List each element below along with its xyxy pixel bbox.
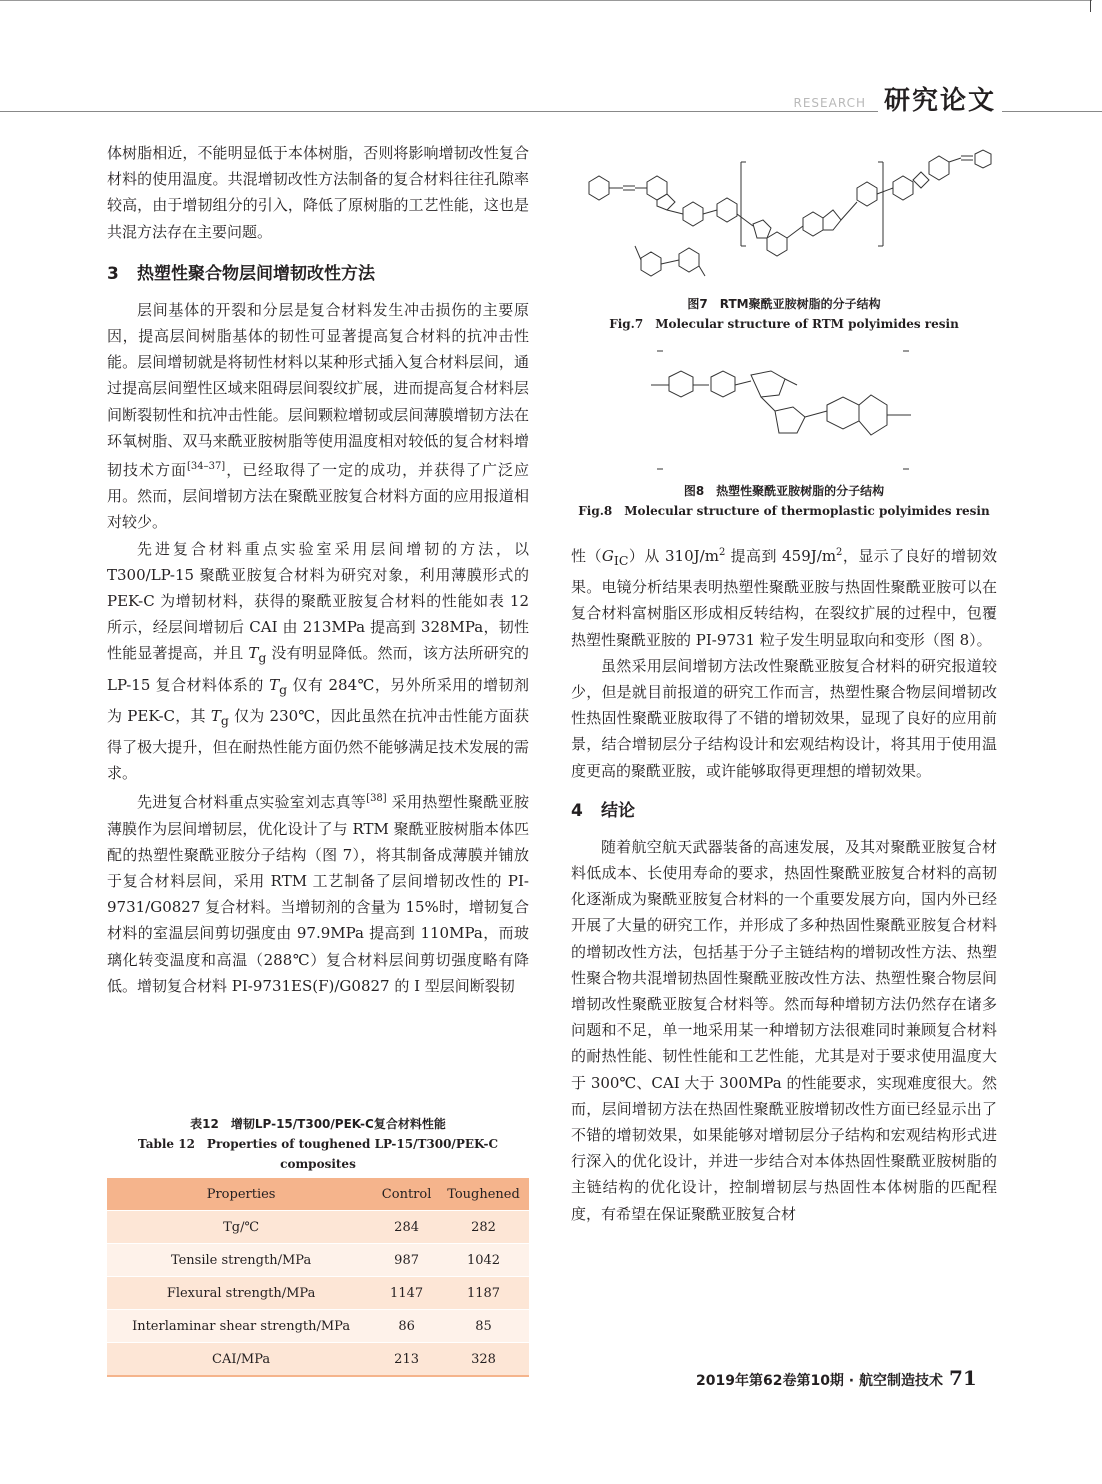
page-footer [696, 1366, 977, 1390]
figure-7 [571, 140, 997, 334]
left-column [107, 140, 529, 999]
table-cell: 987 [394, 1252, 419, 1268]
table-cell: Tg/℃ [223, 1219, 260, 1235]
table-12-caption-en: Table 12 Properties of toughened LP-15/T300/PEK-C composites [137, 1137, 499, 1171]
figure-8-caption-cn: 图8 热塑性聚酰亚胺树脂的分子结构 [683, 484, 885, 498]
figure-8-caption-en: Fig.8 Molecular structure of thermoplastic polyimides resin [578, 504, 990, 518]
paragraph-4: 先进复合材料重点实验室刘志真等[38] 采用热塑性聚酰亚胺薄膜作为层间增韧层，优化设计了与 RTM 聚酰亚胺树脂本体匹配的热塑性聚酰亚胺分子结构（图 7），将其制备成薄膜并铺放于复合材料层间，采用 RTM 工艺制备了层间增韧改性的 PI-9731/G0827 复合材料。当增韧剂的含量为 15%时，增韧复合材料的室温层间剪切强度由 97.9MPa 提高到 110MPa，而玻璃化转变温度和高温（288℃）复合材料层间剪切强度略有降低。增韧复合材料 PI-9731ES(F)/G0827 的 I 型层间断裂韧 [107, 793, 529, 995]
table-cell: 1147 [390, 1285, 424, 1301]
table-row [107, 1310, 529, 1343]
table-cell: 213 [394, 1351, 419, 1367]
figure-7-caption-en: Fig.7 Molecular structure of RTM polyimides resin [609, 317, 959, 331]
table-cell: 1187 [466, 1285, 501, 1301]
paragraph-6: 虽然采用层间增韧方法改性聚酰亚胺复合材料的研究报道较少，但是就目前报道的研究工作而言，热塑性聚合物层间增韧改性热固性聚酰亚胺取得了不错的增韧效果，显现了良好的应用前景，结合增韧层分子结构设计和宏观结构设计，将其用于使用温度更高的聚酰亚胺，或许能够取得更理想的增韧效果。 [571, 656, 997, 780]
table-cell: Interlaminar shear strength/MPa [132, 1318, 351, 1334]
table-cell: 1042 [466, 1252, 501, 1268]
page-number: 71 [949, 1366, 977, 1390]
section-3-number: 3 [107, 263, 119, 284]
section-4-heading [571, 788, 997, 834]
citation-38: [38] [366, 793, 387, 805]
paragraph-3: 先进复合材料重点实验室采用层间增韧的方法，以 T300/LP-15 聚酰亚胺复合材料为研究对象，利用薄膜形式的 PEK-C 为增韧材料，获得的聚酰亚胺复合材料的性能如表 12 所示，经层间增韧后 CAI 由 213MPa 提高到 328MPa，韧性性能显著提高，并且 $T_g$ 没有明显降低。然而，该方法所研究的 LP-15 复合材料体系的 $T_g$ 仅有 284℃，另外所采用的增韧剂为 PEK-C，其 $T_g$ 仅为 230℃，因此虽然在抗冲击性能方面获得了极大提升，但在耐热性能方面仍然不能够满足技术发展的需求。 [107, 539, 529, 783]
table-cell: 86 [398, 1318, 415, 1334]
column-header: Control [381, 1186, 432, 1202]
paragraph-2: 层间基体的开裂和分层是复合材料发生冲击损伤的主要原因，提高层间树脂基体的韧性可显著提高复合材料的抗冲击性能。层间增韧就是将韧性材料以某种形式插入复合材料层间，通过提高层间塑性区域来阻碍层间裂纹扩展，进而提高复合材料层间断裂韧性和抗冲击性能。层间颗粒增韧或层间薄膜增韧方法在环氧树脂、双马来酰亚胺树脂等使用温度相对较低的复合材料增韧技术方面[34–37]，已经取得了一定的成功，并获得了广泛应用。然而，层间增韧方法在聚酰亚胺复合材料方面的应用报道相对较少。 [107, 300, 529, 532]
section-3-heading [107, 251, 529, 297]
table-row [107, 1277, 529, 1310]
properties-table [107, 1178, 529, 1377]
column-header: Properties [206, 1186, 276, 1202]
paragraph-1: 体树脂相近，不能明显低于本体树脂，否则将影响增韧改性复合材料的使用温度。共混增韧改性方法制备的复合材料往往孔隙率较高，由于增韧组分的引入，降低了原树脂的工艺性能，这也是共混方法存在主要问题。 [107, 144, 529, 241]
figure-7-structure [571, 140, 997, 290]
journal-issue: 2019年第62卷第10期 · 航空制造技术 [696, 1373, 943, 1389]
table-cell: 328 [471, 1351, 496, 1367]
table-row [107, 1244, 529, 1277]
table-12-caption-cn: 表12 增韧LP-15/T300/PEK-C复合材料性能 [190, 1117, 446, 1131]
header-section-title: 研究论文 [878, 80, 1002, 117]
figure-7-caption-cn: 图7 RTM聚酰亚胺树脂的分子结构 [687, 297, 881, 311]
corner-mark [1090, 0, 1091, 12]
table-header-row [107, 1178, 529, 1211]
paragraph-7: 随着航空航天武器装备的高速发展，及其对聚酰亚胺复合材料低成本、长使用寿命的要求，热固性聚酰亚胺复合材料的高韧化逐渐成为聚酰亚胺复合材料的一个重要发展方向，国内外已经开展了大量的研究工作，并形成了多种热固性聚酰亚胺复合材料的增韧改性方法，包括基于分子主链结构的增韧改性方法、热塑性聚合物共混增韧热固性聚酰亚胺改性方法、热塑性聚合物层间增韧改性聚酰亚胺复合材料等。然而每种增韧方法仍然存在诸多问题和不足，单一地采用某一种增韧方法很难同时兼顾复合材料的耐热性能、韧性性能和工艺性能，尤其是对于要求使用温度大于 300℃、CAI 大于 300MPa 的性能要求，实现难度很大。然而，层间增韧方法在热固性聚酰亚胺增韧改性方面已经显示出了不错的增韧效果，如果能够对增韧层分子结构和宏观结构形式进行深入的优化设计，并进一步结合对本体热固性聚酰亚胺树脂的主链结构的优化设计，控制增韧层与热固性本体树脂的匹配程度，有希望在保证聚酰亚胺复合材 [571, 837, 997, 1223]
section-4-title: 结论 [601, 800, 635, 821]
table-cell: 282 [471, 1219, 496, 1235]
table-cell: Flexural strength/MPa [166, 1285, 316, 1301]
top-rule [0, 0, 1092, 5]
table-cell: 284 [394, 1219, 419, 1235]
section-4-number: 4 [571, 800, 583, 821]
table-cell: CAI/MPa [212, 1351, 271, 1367]
citation-34-37: [34–37] [186, 461, 226, 473]
header-research-label: RESEARCH [790, 96, 870, 110]
figure-8-structure [571, 345, 997, 477]
figure-8 [571, 345, 997, 521]
table-cell: 85 [475, 1318, 492, 1334]
table-cell: Tensile strength/MPa [170, 1252, 312, 1268]
paragraph-5: 性$(G_{IC})$从 $310J/m^2$ 提高到 $459J/m^2$，显示了良好的增韧效果。电镜分析结果表明热塑性聚酰亚胺与热固性聚酰亚胺可以在复合材料富树脂区形成相反转结构，在裂纹扩展的过程中，包覆热塑性聚酰亚胺的 PI-9731 粒子发生明显取向和变形（图 8）。 [571, 547, 997, 649]
table-row [107, 1343, 529, 1377]
table-row [107, 1211, 529, 1244]
right-column [571, 540, 997, 1227]
column-header: Toughened [447, 1186, 520, 1202]
table-12 [107, 1114, 529, 1377]
section-3-title: 热塑性聚合物层间增韧改性方法 [137, 263, 375, 284]
